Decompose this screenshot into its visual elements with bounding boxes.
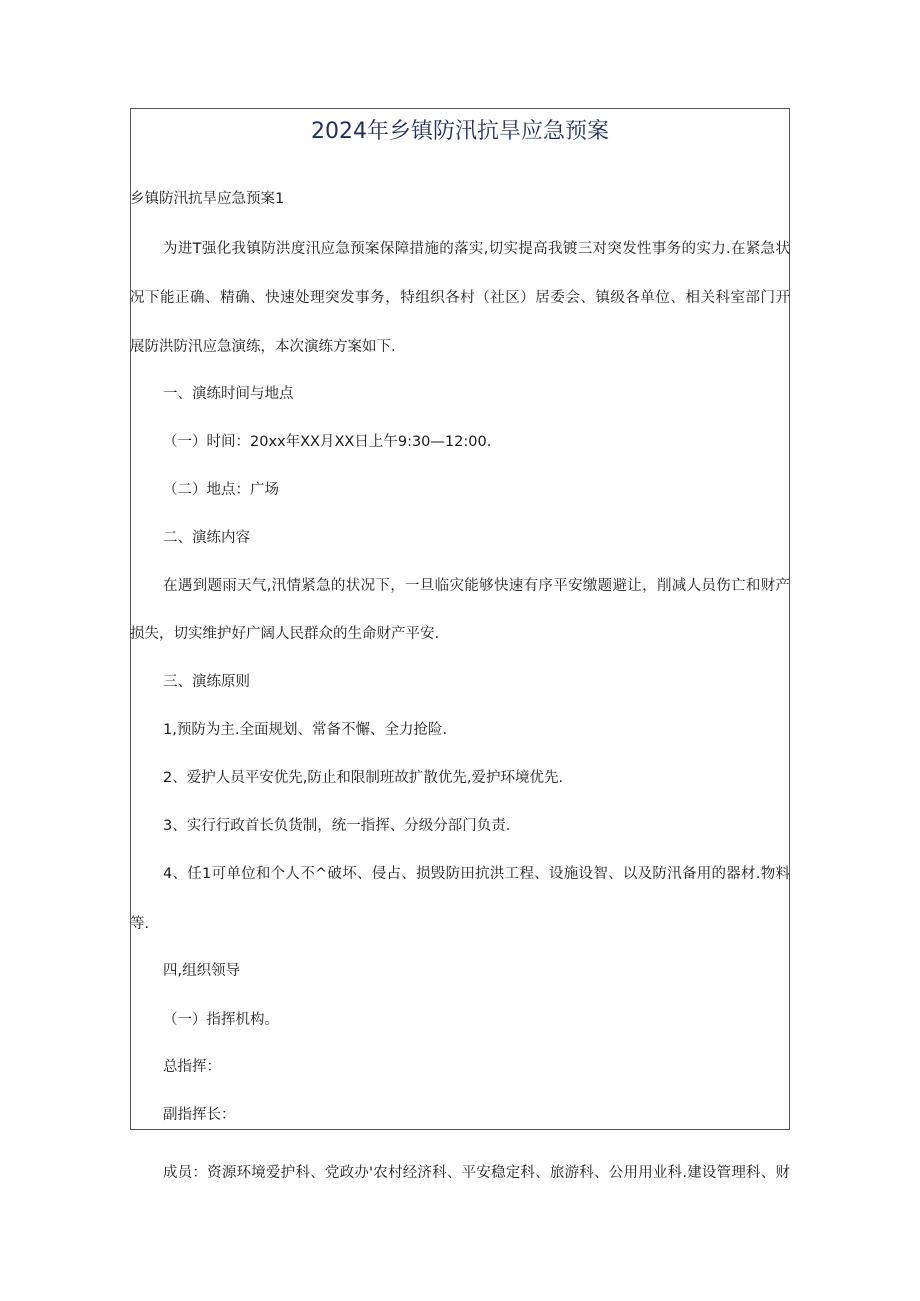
principle-4-line-1: 4、任1可单位和个人不^破坏、侵占、损毁防田抗洪工程、设施设智、以及防汛备用的器材.物料 [163,866,790,882]
content-heading: 二、演练内容 [163,530,250,546]
content-line-2: 损失，切实维护好广阔人民群众的生命财产平安. [130,626,440,642]
document-title: 2024年乡镇防汛抗旱应急预案 [311,119,609,144]
members-line: 成员：资源环境爱护科、党政办'农村经济科、平安稳定科、旅游科、公用用业科.建设管理科、财 [163,1165,790,1181]
time-line: （一）时间：20xx年XX月XX日上午9:30—12:00. [163,434,492,450]
time-place-heading: 一、演练时间与地点 [163,386,294,402]
principle-3: 3、实行行政首长负货制，统一指挥、分级分部门负责. [163,818,511,834]
principle-4-line-2: 等. [130,916,150,932]
intro-line-2: 况下能正确、精确、快速处理突发事务，特组织各村（社区）居委会、镇级各单位、相关科室部门开 [130,290,790,306]
section-heading: 乡镇防汛抗旱应急预案1 [130,191,285,207]
intro-line-1: 为进T强化我镇防洪度汛应急预案保障措施的落实,切实提高我镀三对突发性事务的实力.在紧急状 [163,241,790,257]
intro-line-3: 展防洪防汛应急演练，本次演练方案如下. [130,339,396,355]
org-heading: 四,组织领导 [163,963,241,979]
content-line-1: 在遇到题雨天气,汛情紧急的状况下，一旦临灾能够快速有序平安缴题避让，削减人员伤亡和财产 [163,578,790,594]
principle-2: 2、爱护人员平安优先,防止和限制班故扩散优先,爱护环境优先. [163,770,564,786]
principles-heading: 三、演练原则 [163,674,250,690]
principle-1: 1,预防为主.全面规划、常备不懈、全力抢险. [163,722,448,738]
deputy-line: 副指挥长： [163,1107,236,1123]
chief-line: 总指挥： [163,1059,221,1075]
place-line: （二）地点：广场 [163,482,279,498]
command-line: （一）指挥机构。 [163,1012,279,1028]
